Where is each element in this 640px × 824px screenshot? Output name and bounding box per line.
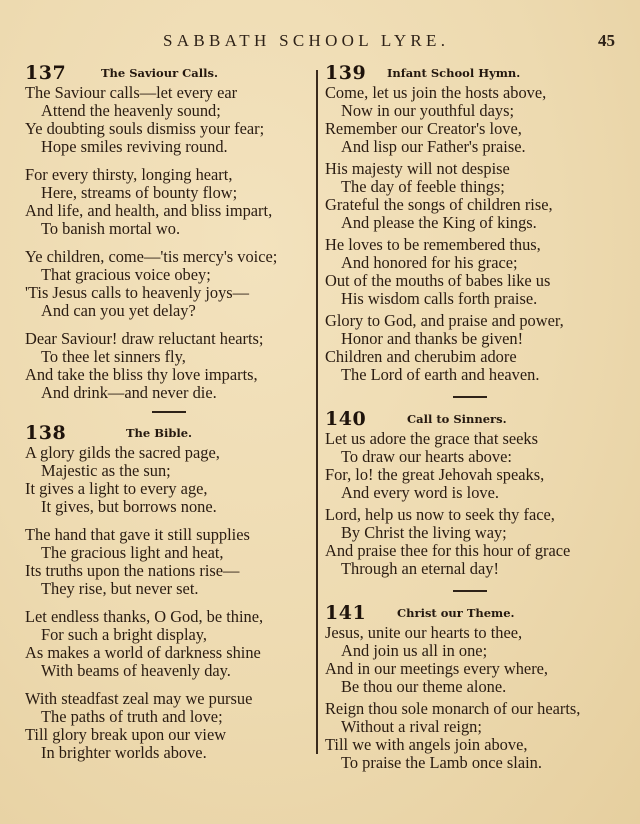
hymn-heading (25, 62, 313, 84)
verse-line: And please the King of kings. (341, 213, 537, 232)
verse-line: Here, streams of bounty flow; (41, 183, 238, 202)
verse-line: Children and cherubim adore (325, 347, 517, 366)
verse-line: With steadfast zeal may we pursue (25, 689, 253, 708)
verse-line: And in our meetings every where, (325, 659, 549, 678)
verse-line: 'Tis Jesus calls to heavenly joys— (25, 283, 250, 302)
verse-line: They rise, but never set. (41, 579, 199, 598)
verse-line: Come, let us join the hosts above, (325, 83, 547, 102)
hymn-separator (152, 411, 186, 413)
verse-line: To draw our hearts above: (341, 447, 512, 466)
running-head (0, 31, 640, 55)
verse-line: Without a rival reign; (341, 717, 482, 736)
verse-line: Reign thou sole monarch of our hearts, (325, 699, 581, 718)
verse-line: And praise thee for this hour of grace (325, 541, 571, 560)
verse-line: That gracious voice obey; (41, 265, 211, 284)
verse-line: His wisdom calls forth praise. (341, 289, 538, 308)
hymn-heading (325, 62, 635, 84)
verse-line: Be thou our theme alone. (341, 677, 507, 696)
hymn-138 (25, 422, 313, 762)
verse-line: For every thirsty, longing heart, (25, 165, 233, 184)
hymn-number: 138 (25, 422, 67, 444)
verse-line: Grateful the songs of children rise, (325, 195, 553, 214)
column-divider (316, 70, 318, 754)
verse-line: Jesus, unite our hearts to thee, (325, 623, 523, 642)
verse-line: Hope smiles reviving round. (41, 137, 228, 156)
verse-line: Now in our youthful days; (341, 101, 514, 120)
verse-line: Lord, help us now to seek thy face, (325, 505, 555, 524)
hymn-number: 137 (25, 62, 67, 84)
verse-line: The Lord of earth and heaven. (341, 365, 540, 384)
verse-line: And join us all in one; (341, 641, 488, 660)
verse-line: The day of feeble things; (341, 177, 505, 196)
verse-line: The gracious light and heat, (41, 543, 224, 562)
verse-line: Let endless thanks, O God, be thine, (25, 607, 264, 626)
hymn-heading (25, 422, 313, 444)
verse-line: And take the bliss thy love imparts, (25, 365, 258, 384)
verse-line: It gives a light to every age, (25, 479, 208, 498)
verse-line: The hand that gave it still supplies (25, 525, 250, 544)
verse-line: It gives, but borrows none. (41, 497, 217, 516)
verse-line: For such a bright display, (41, 625, 208, 644)
verse-line: In brighter worlds above. (41, 743, 207, 762)
verse-line: To banish mortal wo. (41, 219, 181, 238)
hymn-title: Infant School Hymn. (387, 66, 521, 80)
verse-line: His majesty will not despise (325, 159, 510, 178)
verse-line: Till we with angels join above, (325, 735, 528, 754)
hymn-title: The Bible. (126, 426, 193, 440)
verse-line: The Saviour calls—let every ear (25, 83, 238, 102)
verse-line: A glory gilds the sacred page, (25, 443, 220, 462)
verse-line: And lisp our Father's praise. (341, 137, 526, 156)
verse-line: And honored for his grace; (341, 253, 518, 272)
verse-line: And every word is love. (341, 483, 499, 502)
hymn-heading (325, 408, 635, 430)
verse-line: And can you yet delay? (41, 301, 196, 320)
verse-line: He loves to be remembered thus, (325, 235, 541, 254)
verse-line: Majestic as the sun; (41, 461, 171, 480)
hymn-separator (453, 396, 487, 398)
hymn-number: 141 (325, 602, 367, 624)
hymn-139 (325, 62, 635, 384)
verse-line: The paths of truth and love; (41, 707, 223, 726)
verse-line: Its truths upon the nations rise— (25, 561, 240, 580)
verse-line: And life, and health, and bliss impart, (25, 201, 273, 220)
hymn-number: 140 (325, 408, 367, 430)
verse-line: Out of the mouths of babes like us (325, 271, 551, 290)
verse-line: Honor and thanks be given! (341, 329, 524, 348)
hymn-title: Christ our Theme. (397, 606, 515, 620)
verse-line: To thee let sinners fly, (41, 347, 186, 366)
hymn-140 (325, 408, 635, 578)
hymn-heading (325, 602, 635, 624)
verse-line: To praise the Lamb once slain. (341, 753, 542, 772)
verse-line: For, lo! the great Jehovah speaks, (325, 465, 545, 484)
hymn-title: The Saviour Calls. (101, 66, 218, 80)
verse-line: Ye children, come—'tis mercy's voice; (25, 247, 278, 266)
hymn-separator (453, 590, 487, 592)
verse-line: Glory to God, and praise and power, (325, 311, 564, 330)
verse-line: And drink—and never die. (41, 383, 217, 402)
verse-line: As makes a world of darkness shine (25, 643, 261, 662)
page-number: 45 (598, 31, 615, 50)
hymn-title: Call to Sinners. (407, 412, 507, 426)
verse-line: Let us adore the grace that seeks (325, 429, 538, 448)
verse-line: Through an eternal day! (341, 559, 499, 578)
hymn-137 (25, 62, 313, 402)
verse-line: Dear Saviour! draw reluctant hearts; (25, 329, 264, 348)
verse-line: Remember our Creator's love, (325, 119, 522, 138)
hymn-number: 139 (325, 62, 367, 84)
verse-line: Ye doubting souls dismiss your fear; (25, 119, 265, 138)
verse-line: Attend the heavenly sound; (41, 101, 221, 120)
hymn-141 (325, 602, 635, 772)
verse-line: Till glory break upon our view (25, 725, 227, 744)
right-column (325, 62, 635, 772)
running-title: SABBATH SCHOOL LYRE. (163, 31, 450, 50)
verse-line: With beams of heavenly day. (41, 661, 231, 680)
verse-line: By Christ the living way; (341, 523, 507, 542)
left-column (25, 62, 313, 762)
